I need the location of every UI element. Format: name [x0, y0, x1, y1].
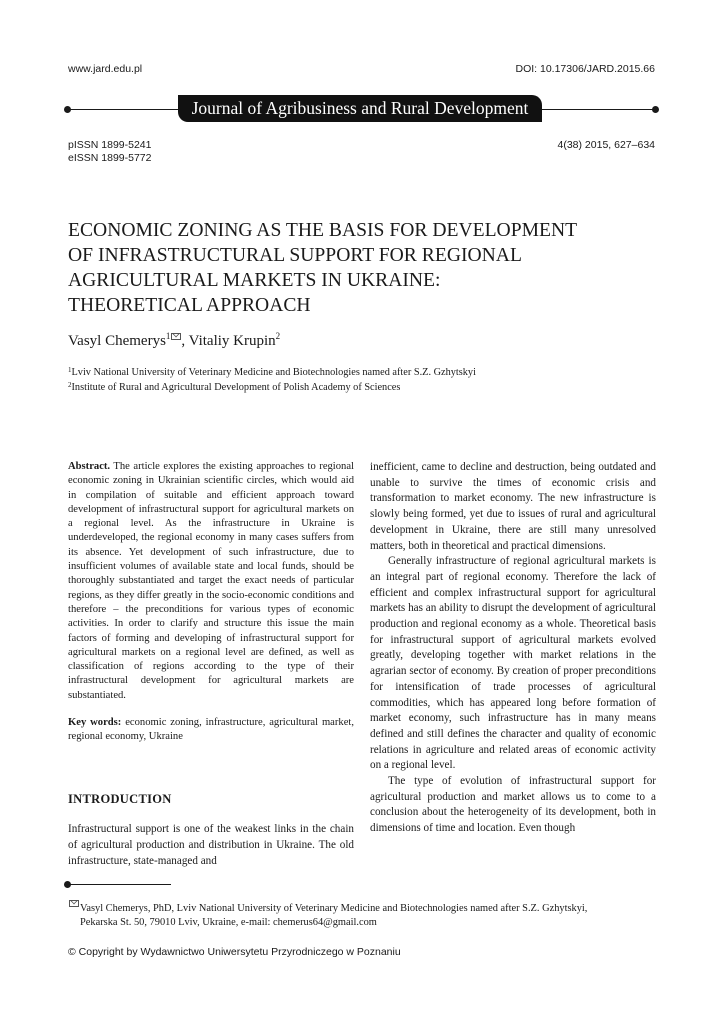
- envelope-icon: [171, 333, 181, 340]
- footnote-line: [68, 900, 656, 916]
- keywords-text: economic zoning, infrastructure, agricultural market, regional economy, Ukraine: [68, 717, 354, 743]
- keywords-label: Key words:: [68, 717, 122, 729]
- paragraph: inefficient, came to decline and destruction, being outdated and unable to survive the times of economic crisis and transformation to market economy. The new infrastructure is slowly being formed, yet due to issues of rural and agricultural development in Ukraine, there are still many unresolved matters, both in theoretical and practical dimensions.: [370, 461, 656, 552]
- pissn: pISSN 1899-5241: [68, 139, 152, 151]
- footnote-text: Vasyl Chemerys, PhD, Lviv National University of Veterinary Medicine and Biotechnologies named after S.Z. Gzhytskyi,: [80, 903, 588, 914]
- author-name: Vasyl Chemerys: [68, 333, 166, 349]
- journal-banner: Journal of Agribusiness and Rural Development: [178, 95, 542, 122]
- issn-block: [68, 139, 151, 165]
- title-line: OF INFRASTRUCTURAL SUPPORT FOR REGIONAL: [68, 245, 522, 266]
- affiliations: [68, 364, 476, 394]
- footnote-line: Pekarska St. 50, 79010 Lviv, Ukraine, e-mail: chemerus64@gmail.com: [80, 916, 377, 928]
- paragraph: Generally infrastructure of regional agricultural markets is an integral part of regional economy. Therefore the lack of efficient and complex infrastructural support for agricultural markets has an ability to disrupt the development of agricultural production and regional economy as a whole. Theoretical basis for infrastructural support of agricultural markets evolved greatly, developing together with market relations in the agrarian sector of economy. By creation of proper preconditions for intensification of trade processes of agricultural commodities, which has appeared long before formation of market economy, such infrastructure has in many means defined and still defines the character and quality of economic relations in agriculture and related areas of economic activity on a regional level.: [370, 555, 656, 772]
- copyright: © Copyright by Wydawnictwo Uniwersytetu Przyrodniczego w Poznaniu: [68, 946, 401, 958]
- keywords: [68, 716, 354, 745]
- title-line: THEORETICAL APPROACH: [68, 295, 311, 316]
- title-line: AGRICULTURAL MARKETS IN UKRAINE:: [68, 270, 441, 291]
- author-name: Vitaliy Krupin: [188, 333, 276, 349]
- affil-sup: 2: [68, 381, 72, 389]
- affil-text: Lviv National University of Veterinary Medicine and Biotechnologies named after S.Z. Gzhytskyi: [71, 367, 476, 378]
- paragraph: The type of evolution of infrastructural support for agricultural production and market allows us to come to a conclusion about the heterogeneity of its development, both in dimensions of time and location. Even though: [370, 775, 656, 835]
- header-rule-dot-right: [652, 106, 659, 113]
- footnote-rule: [68, 884, 171, 885]
- affiliation: [68, 364, 476, 379]
- abstract-text: The article explores the existing approaches to regional economic zoning in Ukrainian scientific circles, which would aid in compilation of suitable and efficient approach toward development of infrastructural support for agricultural markets on a regional level. As the infrastructure in Ukraine is underdeveloped, the regional economy in many cases suffers from its absence. Yet development of such infrastructure, due to insufficient volumes of available state and local funds, should be thoroughly substantiated and target the exact needs of particular regions, as they differ greatly in the socio-economic conditions and therefore – the preconditions for various types of economic activities. In order to clarify and structure this issue the main factors of forming and developing of infrastructural support for agricultural markets on a regional level are defined, as well as classification of regions according to the type of their infrastructural development for agricultural markets are substantiated.: [68, 461, 354, 701]
- abstract: [68, 460, 354, 703]
- envelope-icon: [69, 900, 79, 907]
- author-affil-sup: 1: [165, 331, 171, 341]
- author-separator: ,: [181, 333, 189, 349]
- left-column: [68, 460, 354, 869]
- affiliation: [68, 379, 476, 394]
- authors: [68, 331, 280, 350]
- title-line: ECONOMIC ZONING AS THE BASIS FOR DEVELOPMENT: [68, 220, 578, 241]
- journal-url: www.jard.edu.pl: [68, 63, 143, 75]
- issue-info: 4(38) 2015, 627–634: [557, 139, 655, 151]
- abstract-label: Abstract.: [68, 461, 111, 472]
- footnote: [68, 900, 656, 929]
- section-heading: INTRODUCTION: [68, 791, 172, 806]
- footnote-rule-dot: [64, 881, 71, 888]
- header-rule-dot-left: [64, 106, 71, 113]
- affil-text: Institute of Rural and Agricultural Development of Polish Academy of Sciences: [71, 382, 401, 393]
- article-title: [68, 218, 668, 318]
- right-column: [370, 460, 656, 837]
- eissn: eISSN 1899-5772: [68, 152, 152, 164]
- doi: DOI: 10.17306/JARD.2015.66: [515, 63, 655, 75]
- paragraph: Infrastructural support is one of the weakest links in the chain of agricultural production and distribution in Ukraine. The old infrastructure, state-managed and: [68, 823, 354, 867]
- affil-sup: 1: [68, 366, 72, 374]
- author-affil-sup: 2: [275, 331, 281, 341]
